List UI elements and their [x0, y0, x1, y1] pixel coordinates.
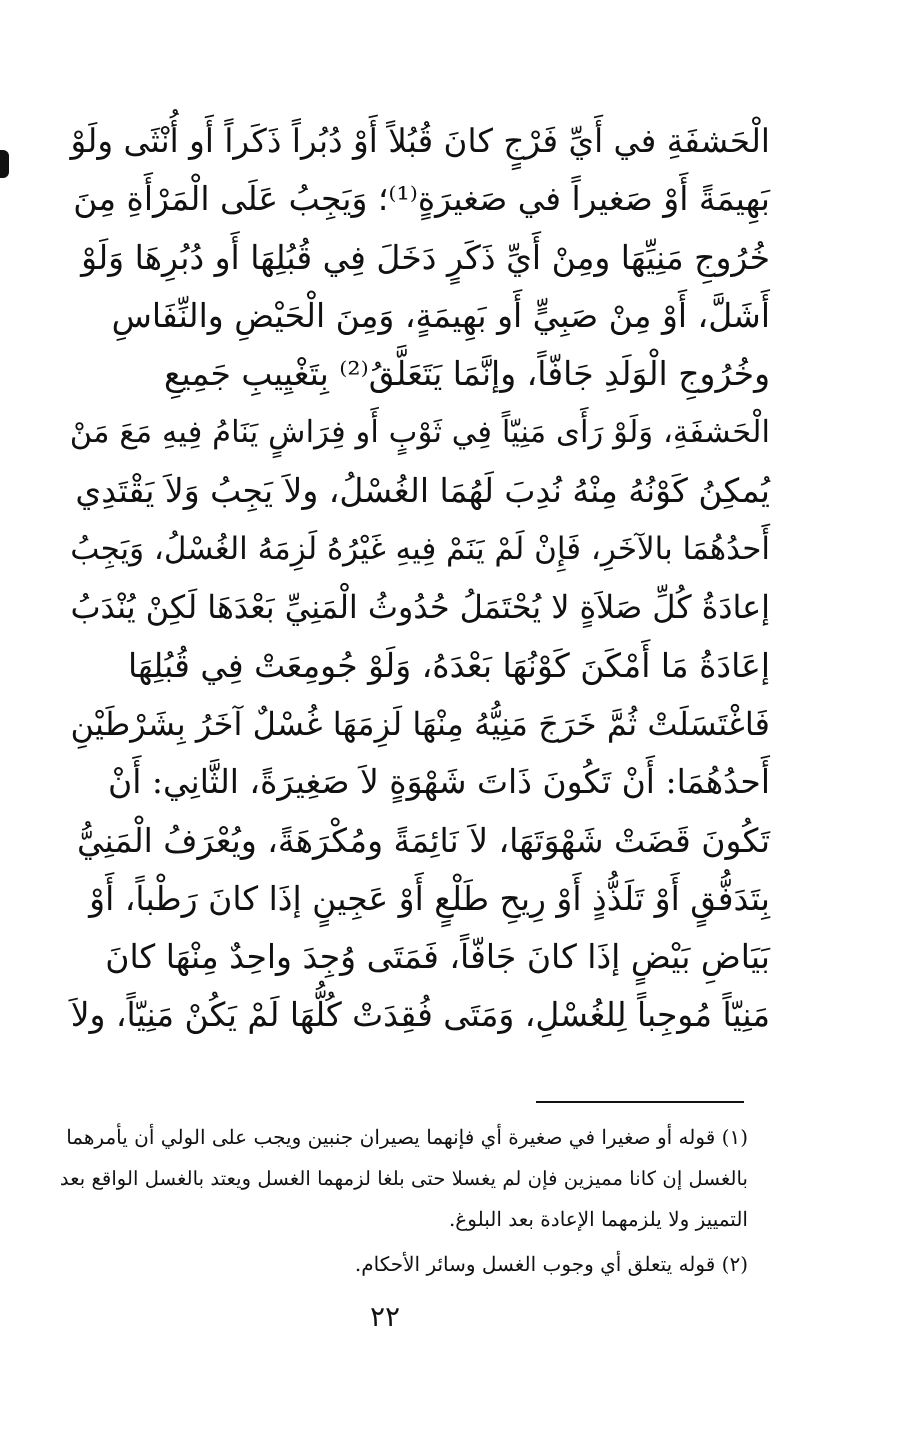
footnote-separator [536, 1101, 744, 1103]
text-line: تَكُونَ قَضَتْ شَهْوَتَهَا، لاَ نَائِمَةً ومُكْرَهَةً، ويُعْرَفُ الْمَنِيُّ [77, 820, 770, 860]
footnotes [60, 1117, 748, 1285]
text-line: خُرُوجِ مَنِيِّهَا ومِنْ أَيِّ ذَكَرٍ دَخَلَ فِي قُبُلِهَا أَو دُبُرِهَا وَلَوْ [81, 237, 770, 277]
text-line: بِتَدَفُّقٍ أَوْ تَلَذُّذٍ أَوْ رِيحِ طَلْعٍ أَوْ عَجِينٍ إذَا كانَ رَطْباً، أَوْ [89, 878, 770, 918]
footnote-1-line: (١) قوله أو صغيرا في صغيرة أي فإنهما يصيران جنبين ويجب على الولي أن يأمرهما [66, 1125, 748, 1149]
text-line: الْحَشفَةِ في أَيِّ فَرْجٍ كانَ قُبُلاً أَوْ دُبُراً ذَكَراً أَو أُنْثَى ولَوْ [70, 122, 770, 160]
text-line: إعادَةُ كُلِّ صَلاَةٍ لا يُحْتَمَلُ حُدُوثُ الْمَنِيِّ بَعْدَهَا لَكِنْ يُنْدَبُ [70, 588, 770, 627]
text-line: فَاغْتَسَلَتْ ثُمَّ خَرَجَ مَنِيُّهُ مِنْهَا لَزِمَهَا غُسْلٌ آخَرُ بِشَرْطَيْنِ [70, 704, 770, 743]
text-line: مَنِيّاً مُوجِباً لِلغُسْلِ، وَمَتَى فُقِدَتْ كُلُّهَا لَمْ يَكُنْ مَنِيّاً، ولاَ [70, 995, 770, 1035]
footnote-1-line: بالغسل إن كانا مميزين فإن لم يغسلا حتى بلغا لزمهما الغسل ويعتد بالغسل الواقع بعد [59, 1167, 748, 1190]
text-line: بَيَاضِ بَيْضٍ إذَا كانَ جَافّاً، فَمَتَى وُجِدَ واحِدٌ مِنْهَا كانَ [105, 937, 770, 977]
text-line: إعَادَةُ مَا أَمْكَنَ كَوْنُهَا بَعْدَهُ، وَلَوْ جُومِعَتْ فِي قُبُلِهَا [127, 645, 770, 685]
scan-edge-mark [0, 150, 9, 178]
text-line: أَحدُهُمَا: أَنْ تَكُونَ ذَاتَ شَهْوَةٍ لاَ صَغِيرَةً، الثَّانِي: أَنْ [108, 762, 770, 802]
footnote-1-line: التمييز ولا يلزمهما الإعادة بعد البلوغ. [448, 1207, 748, 1231]
text-line: الْحَشفَةِ، وَلَوْ رَأَى مَنِيّاً فِي ثَوْبٍ أَو فِرَاشٍ يَنَامُ فِيهِ مَعَ مَنْ [69, 414, 770, 451]
text-line: وخُرُوجِ الْوَلَدِ جَافّاً، وإنَّمَا يَتَعَلَّقُ⁽²⁾ بِتَغْيِيبِ جَمِيعِ [163, 354, 770, 394]
footnote-2: (٢) قوله يتعلق أي وجوب الغسل وسائر الأحكام. [354, 1252, 748, 1276]
text-line: بَهِيمَةً أَوْ صَغيراً في صَغيرَةٍ⁽¹⁾؛ وَيَجِبُ عَلَى الْمَرْأَةِ مِنَ [73, 179, 770, 219]
page-number: ٢٢ [369, 1300, 401, 1333]
text-line: أَحدُهُمَا بالآخَرِ، فَإِنْ لَمْ يَنَمْ فِيهِ غَيْرُهُ لَزِمَهُ الغُسْلُ، وَيَجِبُ [70, 531, 770, 568]
text-line: يُمكِنُ كَوْنُهُ مِنْهُ نُدِبَ لَهُمَا الغُسْلُ، ولاَ يَجِبُ وَلاَ يَقْتَدِي [75, 470, 770, 510]
text-line: أَشَلَّ، أَوْ مِنْ صَبِيٍّ أَو بَهِيمَةٍ، وَمِنَ الْحَيْضِ والنِّفَاسِ [111, 295, 770, 335]
main-text [70, 112, 770, 1045]
